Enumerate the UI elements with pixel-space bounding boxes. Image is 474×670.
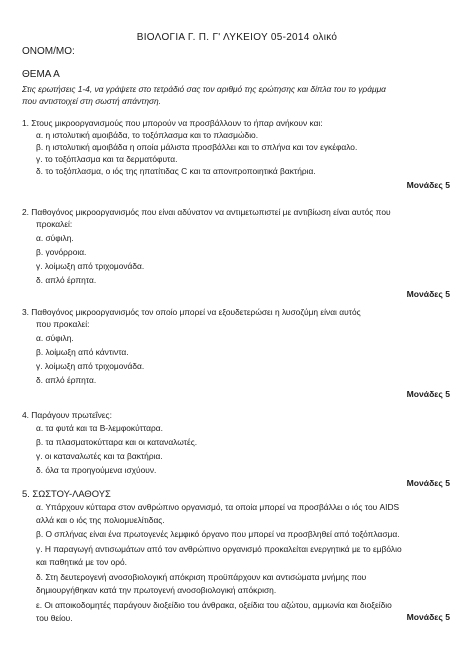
name-label: ΟΝΟΜ/ΜΟ:: [22, 46, 75, 57]
section-title: ΘΕΜΑ Α: [22, 69, 60, 80]
q4-option-d: δ. όλα τα προηγούμενα ισχύουν.: [36, 465, 157, 475]
q3-option-c: γ. λοίμωξη από τριχομονάδα.: [36, 361, 145, 371]
q4-marks: Μονάδες 5: [406, 478, 450, 488]
q1-option-c: γ. το τοξόπλασμα και τα δερματόφυτα.: [36, 154, 178, 164]
q4-option-a: α. τα φυτά και τα Β-λεμφοκύτταρα.: [36, 423, 163, 433]
q5-statement-e-line-1: ε. Οι αποικοδομητές παράγουν διοξείδιο του άνθρακα, οξείδια του αζώτου, αμμωνία και διοξείδιο: [36, 600, 392, 610]
q5-statement-e-line-2: του θείου.: [36, 613, 73, 623]
q4-option-b: β. τα πλασματοκύτταρα και οι καταναλωτές.: [36, 437, 198, 447]
q2-stem-line-2: προκαλεί:: [36, 219, 73, 229]
instructions: [22, 83, 462, 107]
q2-option-d: δ. απλό έρπητα.: [36, 275, 97, 285]
q3-option-a: α. σύφιλη.: [36, 333, 74, 343]
q1-option-a: α. η ιστολυτική αμοιβάδα, το τοξόπλασμα και το πλασμώδιο.: [36, 130, 259, 140]
q1-option-d: δ. το τοξόπλασμα, ο ιός της ηπατίτιδας C και τα απονιτροποιητικά βακτήρια.: [36, 166, 316, 176]
q3-option-d: δ. απλό έρπητα.: [36, 375, 97, 385]
q5-statement-d-line-2: δημιουργήθηκαν κατά την πρωτογενή ανοσοβιολογική απόκριση.: [36, 585, 277, 595]
q2-stem-line-1: 2. Παθογόνος μικροοργανισμός που είναι αδύνατον να αντιμετωπιστεί με αντιβίωση είναι αυτός που: [22, 207, 391, 217]
q5-title: 5. ΣΩΣΤΟΥ-ΛΑΘΟΥΣ: [22, 488, 111, 499]
q5-marks: Μονάδες 5: [406, 612, 450, 622]
q3-option-b: β. λοίμωξη από κάντιντα.: [36, 347, 129, 357]
q2-option-c: γ. λοίμωξη από τριχομονάδα.: [36, 261, 145, 271]
q3-stem-line-1: 3. Παθογόνος μικροοργανισμός τον οποίο μπορεί να εξουδετερώσει η λυσοζύμη είναι αυτός: [22, 307, 361, 317]
q5-statement-a-line-1: α. Υπάρχουν κύτταρα στον ανθρώπινο οργανισμό, τα οποία μπορεί να προσβάλλει ο ιός του AIDS: [36, 502, 400, 512]
q1-stem: 1. Στους μικροοργανισμούς που μπορούν να προσβάλλουν το ήπαρ ανήκουν και:: [22, 118, 323, 128]
q5-statement-a-line-2: αλλά και ο ιός της πολιομυελίτιδας.: [36, 515, 165, 525]
q1-option-b: β. η ιστολυτική αμοιβάδα η οποία μάλιστα προσβάλλει και το σπλήνα και τον εγκέφαλο.: [36, 142, 358, 152]
q4-stem: 4. Παράγουν πρωτεΐνες:: [22, 410, 112, 420]
q2-option-b: β. γονόρροια.: [36, 247, 87, 257]
q5-statement-d-line-1: δ. Στη δευτερογενή ανοσοβιολογική απόκριση προϋπάρχουν και αντισώματα μνήμης που: [36, 572, 367, 582]
instructions-line-1: Στις ερωτήσεις 1-4, να γράψετε στο τετράδιό σας τον αριθμό της ερώτησης και δίπλα του το γράμμα: [22, 84, 386, 94]
q2-option-a: α. σύφιλη.: [36, 233, 74, 243]
q4-option-c: γ. οι καταναλωτές και τα βακτήρια.: [36, 451, 163, 461]
exam-title: ΒΙΟΛΟΓΙΑ Γ. Π. Γ' ΛΥΚΕΙΟΥ 05-2014 ολικό: [136, 32, 338, 43]
q5-statement-c-line-1: γ. Η παραγωγή αντισωμάτων από τον ανθρώπινο οργανισμό προκαλείται ενεργητικά με το εμβόλιο: [36, 544, 402, 554]
q2-marks: Μονάδες 5: [406, 289, 450, 299]
q1-marks: Μονάδες 5: [406, 180, 450, 190]
q3-stem-line-2: που προκαλεί:: [36, 319, 90, 329]
instructions-line-2: που αντιστοιχεί στη σωστή απάντηση.: [22, 96, 161, 106]
q5-statement-b: β. Ο σπλήνας είναι ένα πρωτογενές λεμφικό όργανο που μπορεί να προσβληθεί από τοξόπλασμα.: [36, 529, 400, 539]
q3-marks: Μονάδες 5: [406, 389, 450, 399]
q5-statement-c-line-2: και παθητικά με τον ορό.: [36, 557, 128, 567]
